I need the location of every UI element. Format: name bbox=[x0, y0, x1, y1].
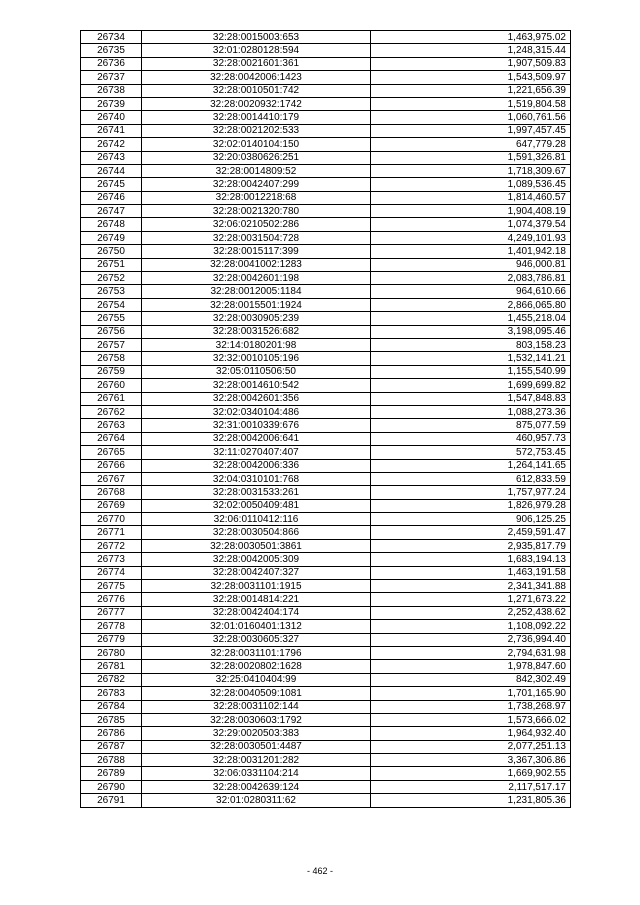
cadastral-value-cell: 1,401,942.18 bbox=[371, 245, 571, 258]
cadastral-number-cell: 32:28:0020802:1628 bbox=[142, 660, 371, 673]
cadastral-number-cell: 32:28:0031101:1796 bbox=[142, 646, 371, 659]
cadastral-value-cell: 1,088,273.36 bbox=[371, 405, 571, 418]
table-row bbox=[81, 419, 571, 432]
cadastral-value-cell: 1,964,932.40 bbox=[371, 727, 571, 740]
cadastral-value-cell: 1,718,309.67 bbox=[371, 164, 571, 177]
record-number-cell: 26788 bbox=[81, 754, 142, 767]
cadastral-number-cell: 32:06:0331104:214 bbox=[142, 767, 371, 780]
record-number-cell: 26785 bbox=[81, 713, 142, 726]
record-number-cell: 26738 bbox=[81, 84, 142, 97]
record-number-cell: 26759 bbox=[81, 365, 142, 378]
cadastral-value-cell: 1,757,977.24 bbox=[371, 486, 571, 499]
cadastral-number-cell: 32:25:0410404:99 bbox=[142, 673, 371, 686]
cadastral-value-cell: 1,463,975.02 bbox=[371, 31, 571, 44]
cadastral-number-cell: 32:28:0042006:1423 bbox=[142, 71, 371, 84]
record-number-cell: 26752 bbox=[81, 272, 142, 285]
cadastral-value-cell: 1,231,805.36 bbox=[371, 794, 571, 807]
record-number-cell: 26774 bbox=[81, 566, 142, 579]
record-number-cell: 26791 bbox=[81, 794, 142, 807]
table-row bbox=[81, 740, 571, 753]
table-row bbox=[81, 646, 571, 659]
table-row bbox=[81, 325, 571, 338]
record-number-cell: 26751 bbox=[81, 258, 142, 271]
cadastral-number-cell: 32:28:0042404:174 bbox=[142, 606, 371, 619]
table-row bbox=[81, 727, 571, 740]
cadastral-number-cell: 32:28:0042005:309 bbox=[142, 553, 371, 566]
cadastral-number-cell: 32:02:0340104:486 bbox=[142, 405, 371, 418]
cadastral-value-cell: 2,866,065.80 bbox=[371, 298, 571, 311]
cadastral-number-cell: 32:14:0180201:98 bbox=[142, 338, 371, 351]
cadastral-number-cell: 32:01:0160401:1312 bbox=[142, 620, 371, 633]
cadastral-value-cell: 2,341,341.88 bbox=[371, 580, 571, 593]
record-number-cell: 26780 bbox=[81, 646, 142, 659]
cadastral-value-cell: 460,957.73 bbox=[371, 432, 571, 445]
cadastral-value-cell: 1,907,509.83 bbox=[371, 57, 571, 70]
table-row bbox=[81, 31, 571, 44]
cadastral-number-cell: 32:28:0040509:1081 bbox=[142, 687, 371, 700]
cadastral-value-cell: 1,060,761.56 bbox=[371, 111, 571, 124]
record-number-cell: 26779 bbox=[81, 633, 142, 646]
record-number-cell: 26787 bbox=[81, 740, 142, 753]
cadastral-number-cell: 32:28:0042601:356 bbox=[142, 392, 371, 405]
record-number-cell: 26746 bbox=[81, 191, 142, 204]
cadastral-value-cell: 1,089,536.45 bbox=[371, 178, 571, 191]
table-row bbox=[81, 178, 571, 191]
record-number-cell: 26758 bbox=[81, 352, 142, 365]
record-number-cell: 26736 bbox=[81, 57, 142, 70]
table-row bbox=[81, 700, 571, 713]
table-row bbox=[81, 459, 571, 472]
cadastral-value-cell: 1,669,902.55 bbox=[371, 767, 571, 780]
record-number-cell: 26776 bbox=[81, 593, 142, 606]
record-number-cell: 26744 bbox=[81, 164, 142, 177]
cadastral-number-cell: 32:28:0030501:3861 bbox=[142, 539, 371, 552]
cadastral-value-cell: 1,547,848.83 bbox=[371, 392, 571, 405]
cadastral-number-cell: 32:28:0014610:542 bbox=[142, 379, 371, 392]
cadastral-number-cell: 32:28:0030605:327 bbox=[142, 633, 371, 646]
cadastral-number-cell: 32:28:0042601:198 bbox=[142, 272, 371, 285]
record-number-cell: 26750 bbox=[81, 245, 142, 258]
cadastral-number-cell: 32:28:0041002:1283 bbox=[142, 258, 371, 271]
table-row bbox=[81, 405, 571, 418]
cadastral-value-cell: 2,252,438.62 bbox=[371, 606, 571, 619]
table-row bbox=[81, 352, 571, 365]
table-row bbox=[81, 231, 571, 244]
cadastral-number-cell: 32:28:0031504:728 bbox=[142, 231, 371, 244]
cadastral-value-cell: 1,074,379.54 bbox=[371, 218, 571, 231]
cadastral-number-cell: 32:28:0042407:327 bbox=[142, 566, 371, 579]
cadastral-value-cell: 2,459,591.47 bbox=[371, 526, 571, 539]
cadastral-number-cell: 32:28:0012218:68 bbox=[142, 191, 371, 204]
record-number-cell: 26735 bbox=[81, 44, 142, 57]
table-row bbox=[81, 379, 571, 392]
record-number-cell: 26783 bbox=[81, 687, 142, 700]
cadastral-value-cell: 1,519,804.58 bbox=[371, 97, 571, 110]
table-row bbox=[81, 780, 571, 793]
record-number-cell: 26755 bbox=[81, 312, 142, 325]
cadastral-value-cell: 1,978,847.60 bbox=[371, 660, 571, 673]
cadastral-value-cell: 1,683,194.13 bbox=[371, 553, 571, 566]
table-row bbox=[81, 245, 571, 258]
cadastral-number-cell: 32:28:0015117:399 bbox=[142, 245, 371, 258]
record-number-cell: 26748 bbox=[81, 218, 142, 231]
cadastral-value-cell: 1,904,408.19 bbox=[371, 205, 571, 218]
record-number-cell: 26789 bbox=[81, 767, 142, 780]
cadastral-value-cell: 964,610.66 bbox=[371, 285, 571, 298]
cadastral-value-cell: 1,826,979.28 bbox=[371, 499, 571, 512]
table-row bbox=[81, 713, 571, 726]
cadastral-value-cell: 2,736,994.40 bbox=[371, 633, 571, 646]
cadastral-number-cell: 32:01:0280128:594 bbox=[142, 44, 371, 57]
table-row bbox=[81, 513, 571, 526]
record-number-cell: 26764 bbox=[81, 432, 142, 445]
cadastral-value-cell: 3,198,095.46 bbox=[371, 325, 571, 338]
table-row bbox=[81, 432, 571, 445]
table-row bbox=[81, 57, 571, 70]
record-number-cell: 26763 bbox=[81, 419, 142, 432]
table-row bbox=[81, 71, 571, 84]
table-row bbox=[81, 446, 571, 459]
cadastral-value-cell: 2,935,817.79 bbox=[371, 539, 571, 552]
record-number-cell: 26771 bbox=[81, 526, 142, 539]
cadastral-value-cell: 1,108,092.22 bbox=[371, 620, 571, 633]
cadastral-number-cell: 32:05:0110506:50 bbox=[142, 365, 371, 378]
table-row bbox=[81, 606, 571, 619]
table-row bbox=[81, 138, 571, 151]
record-number-cell: 26765 bbox=[81, 446, 142, 459]
cadastral-number-cell: 32:02:0050409:481 bbox=[142, 499, 371, 512]
table-row bbox=[81, 593, 571, 606]
cadastral-number-cell: 32:28:0015501:1924 bbox=[142, 298, 371, 311]
table-row bbox=[81, 580, 571, 593]
table-row bbox=[81, 258, 571, 271]
table-row bbox=[81, 298, 571, 311]
table-row bbox=[81, 111, 571, 124]
cadastral-number-cell: 32:28:0031533:261 bbox=[142, 486, 371, 499]
record-number-cell: 26741 bbox=[81, 124, 142, 137]
record-number-cell: 26753 bbox=[81, 285, 142, 298]
cadastral-number-cell: 32:28:0015003:653 bbox=[142, 31, 371, 44]
cadastral-value-cell: 1,248,315.44 bbox=[371, 44, 571, 57]
record-number-cell: 26778 bbox=[81, 620, 142, 633]
record-number-cell: 26782 bbox=[81, 673, 142, 686]
record-number-cell: 26734 bbox=[81, 31, 142, 44]
table-row bbox=[81, 687, 571, 700]
cadastral-value-cell: 1,463,191.58 bbox=[371, 566, 571, 579]
table-row bbox=[81, 486, 571, 499]
cadastral-number-cell: 32:20:0380626:251 bbox=[142, 151, 371, 164]
table-row bbox=[81, 526, 571, 539]
table-row bbox=[81, 794, 571, 807]
record-number-cell: 26760 bbox=[81, 379, 142, 392]
cadastral-number-cell: 32:28:0030603:1792 bbox=[142, 713, 371, 726]
cadastral-value-cell: 1,455,218.04 bbox=[371, 312, 571, 325]
cadastral-number-cell: 32:28:0042407:299 bbox=[142, 178, 371, 191]
record-number-cell: 26749 bbox=[81, 231, 142, 244]
cadastral-number-cell: 32:28:0042006:641 bbox=[142, 432, 371, 445]
records-table bbox=[80, 30, 571, 808]
table-row bbox=[81, 754, 571, 767]
record-number-cell: 26775 bbox=[81, 580, 142, 593]
record-number-cell: 26761 bbox=[81, 392, 142, 405]
cadastral-number-cell: 32:28:0014410:179 bbox=[142, 111, 371, 124]
cadastral-number-cell: 32:04:0310101:768 bbox=[142, 472, 371, 485]
cadastral-number-cell: 32:28:0021320:780 bbox=[142, 205, 371, 218]
cadastral-value-cell: 1,543,509.97 bbox=[371, 71, 571, 84]
cadastral-number-cell: 32:28:0042006:336 bbox=[142, 459, 371, 472]
record-number-cell: 26745 bbox=[81, 178, 142, 191]
table-row bbox=[81, 392, 571, 405]
table-row bbox=[81, 124, 571, 137]
cadastral-number-cell: 32:29:0020503:383 bbox=[142, 727, 371, 740]
record-number-cell: 26766 bbox=[81, 459, 142, 472]
cadastral-number-cell: 32:28:0030504:866 bbox=[142, 526, 371, 539]
cadastral-value-cell: 1,814,460.57 bbox=[371, 191, 571, 204]
cadastral-number-cell: 32:28:0031201:282 bbox=[142, 754, 371, 767]
cadastral-number-cell: 32:11:0270407:407 bbox=[142, 446, 371, 459]
table-row bbox=[81, 191, 571, 204]
record-number-cell: 26762 bbox=[81, 405, 142, 418]
table-row bbox=[81, 218, 571, 231]
table-row bbox=[81, 673, 571, 686]
cadastral-number-cell: 32:31:0010339:676 bbox=[142, 419, 371, 432]
cadastral-value-cell: 842,302.49 bbox=[371, 673, 571, 686]
cadastral-value-cell: 647,779.28 bbox=[371, 138, 571, 151]
cadastral-value-cell: 803,158.23 bbox=[371, 338, 571, 351]
table-row bbox=[81, 472, 571, 485]
cadastral-number-cell: 32:28:0030905:239 bbox=[142, 312, 371, 325]
page-number: - 462 - bbox=[306, 866, 333, 876]
record-number-cell: 26757 bbox=[81, 338, 142, 351]
cadastral-value-cell: 3,367,306.86 bbox=[371, 754, 571, 767]
table-row bbox=[81, 44, 571, 57]
cadastral-value-cell: 2,083,786.81 bbox=[371, 272, 571, 285]
record-number-cell: 26767 bbox=[81, 472, 142, 485]
table-row bbox=[81, 499, 571, 512]
cadastral-value-cell: 1,997,457.45 bbox=[371, 124, 571, 137]
record-number-cell: 26756 bbox=[81, 325, 142, 338]
table-row bbox=[81, 767, 571, 780]
record-number-cell: 26786 bbox=[81, 727, 142, 740]
record-number-cell: 26784 bbox=[81, 700, 142, 713]
record-number-cell: 26790 bbox=[81, 780, 142, 793]
cadastral-number-cell: 32:28:0021202:533 bbox=[142, 124, 371, 137]
record-number-cell: 26768 bbox=[81, 486, 142, 499]
table-row bbox=[81, 205, 571, 218]
record-number-cell: 26747 bbox=[81, 205, 142, 218]
record-number-cell: 26770 bbox=[81, 513, 142, 526]
record-number-cell: 26777 bbox=[81, 606, 142, 619]
table-row bbox=[81, 97, 571, 110]
cadastral-number-cell: 32:28:0014809:52 bbox=[142, 164, 371, 177]
cadastral-number-cell: 32:28:0020932:1742 bbox=[142, 97, 371, 110]
record-number-cell: 26742 bbox=[81, 138, 142, 151]
record-number-cell: 26773 bbox=[81, 553, 142, 566]
table-row bbox=[81, 285, 571, 298]
table-row bbox=[81, 338, 571, 351]
table-row bbox=[81, 312, 571, 325]
cadastral-number-cell: 32:28:0042639:124 bbox=[142, 780, 371, 793]
cadastral-value-cell: 1,264,141.65 bbox=[371, 459, 571, 472]
cadastral-number-cell: 32:28:0021601:361 bbox=[142, 57, 371, 70]
cadastral-number-cell: 32:06:0210502:286 bbox=[142, 218, 371, 231]
cadastral-value-cell: 1,271,673.22 bbox=[371, 593, 571, 606]
cadastral-value-cell: 572,753.45 bbox=[371, 446, 571, 459]
cadastral-value-cell: 875,077.59 bbox=[371, 419, 571, 432]
table-row bbox=[81, 151, 571, 164]
cadastral-number-cell: 32:28:0031526:682 bbox=[142, 325, 371, 338]
cadastral-value-cell: 1,699,699.82 bbox=[371, 379, 571, 392]
cadastral-value-cell: 2,794,631.98 bbox=[371, 646, 571, 659]
cadastral-value-cell: 1,573,666.02 bbox=[371, 713, 571, 726]
cadastral-value-cell: 946,000.81 bbox=[371, 258, 571, 271]
cadastral-value-cell: 4,249,101.93 bbox=[371, 231, 571, 244]
record-number-cell: 26781 bbox=[81, 660, 142, 673]
table-row bbox=[81, 539, 571, 552]
cadastral-value-cell: 906,125.25 bbox=[371, 513, 571, 526]
cadastral-number-cell: 32:32:0010105:196 bbox=[142, 352, 371, 365]
cadastral-number-cell: 32:02:0140104:150 bbox=[142, 138, 371, 151]
cadastral-number-cell: 32:28:0010501:742 bbox=[142, 84, 371, 97]
table-row bbox=[81, 620, 571, 633]
cadastral-value-cell: 2,077,251.13 bbox=[371, 740, 571, 753]
record-number-cell: 26769 bbox=[81, 499, 142, 512]
record-number-cell: 26743 bbox=[81, 151, 142, 164]
cadastral-number-cell: 32:28:0030501:4487 bbox=[142, 740, 371, 753]
table-row bbox=[81, 164, 571, 177]
record-number-cell: 26754 bbox=[81, 298, 142, 311]
cadastral-value-cell: 612,833.59 bbox=[371, 472, 571, 485]
cadastral-number-cell: 32:28:0014814:221 bbox=[142, 593, 371, 606]
cadastral-number-cell: 32:01:0280311:62 bbox=[142, 794, 371, 807]
cadastral-value-cell: 1,532,141.21 bbox=[371, 352, 571, 365]
table-row bbox=[81, 272, 571, 285]
table-row bbox=[81, 566, 571, 579]
cadastral-number-cell: 32:06:0110412:116 bbox=[142, 513, 371, 526]
cadastral-value-cell: 1,701,165.90 bbox=[371, 687, 571, 700]
cadastral-number-cell: 32:28:0012005:1184 bbox=[142, 285, 371, 298]
record-number-cell: 26772 bbox=[81, 539, 142, 552]
cadastral-value-cell: 2,117,517.17 bbox=[371, 780, 571, 793]
record-number-cell: 26737 bbox=[81, 71, 142, 84]
cadastral-value-cell: 1,221,656.39 bbox=[371, 84, 571, 97]
table-row bbox=[81, 84, 571, 97]
cadastral-number-cell: 32:28:0031101:1915 bbox=[142, 580, 371, 593]
record-number-cell: 26740 bbox=[81, 111, 142, 124]
cadastral-value-cell: 1,591,326.81 bbox=[371, 151, 571, 164]
record-number-cell: 26739 bbox=[81, 97, 142, 110]
cadastral-number-cell: 32:28:0031102:144 bbox=[142, 700, 371, 713]
table-row bbox=[81, 553, 571, 566]
table-body bbox=[81, 31, 571, 808]
table-row bbox=[81, 633, 571, 646]
cadastral-value-cell: 1,738,268.97 bbox=[371, 700, 571, 713]
table-row bbox=[81, 660, 571, 673]
cadastral-value-cell: 1,155,540.99 bbox=[371, 365, 571, 378]
table-row bbox=[81, 365, 571, 378]
